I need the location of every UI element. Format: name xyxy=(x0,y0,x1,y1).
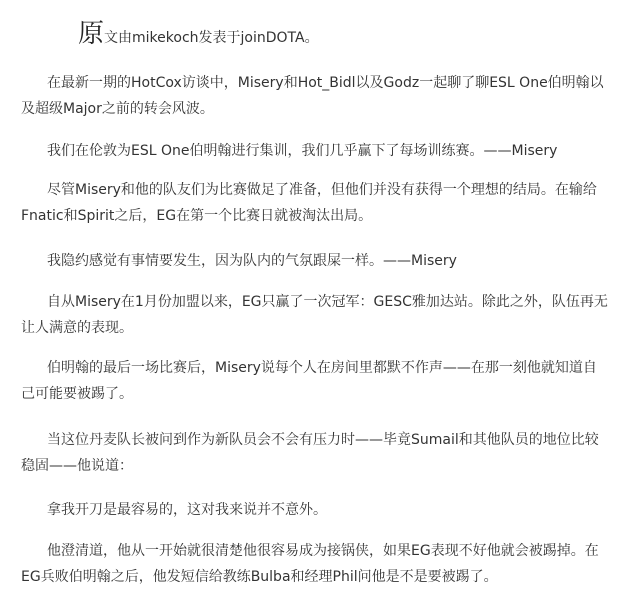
paragraph-line: 稳固——他说道： xyxy=(21,458,133,474)
paragraph-line: 尽管Misery和他的队友们为比赛做足了准备，但他们并没有获得一个理想的结局。在输给 xyxy=(47,182,597,198)
paragraph-line: 伯明翰的最后一场比赛后，Misery说每个人在房间里都默不作声——在那一刻他就知道自 xyxy=(47,360,597,376)
paragraph-line: 我隐约感觉有事情要发生，因为队内的气氛跟屎一样。——Misery xyxy=(47,253,457,269)
intro-text: 文由mikekoch发表于joinDOTA。 xyxy=(104,30,319,46)
paragraph-line: 他澄清道，他从一开始就很清楚他很容易成为接锅侠，如果EG表现不好他就会被踢掉。在 xyxy=(47,543,599,559)
paragraph-6 xyxy=(21,355,615,407)
paragraph-line: 当这位丹麦队长被问到作为新队员会不会有压力时——毕竟Sumail和其他队员的地位比较 xyxy=(47,432,599,448)
paragraph-line: 及超级Major之前的转会风波。 xyxy=(21,101,214,117)
paragraph-line: Fnatic和Spirit之后，EG在第一个比赛日就被淘汰出局。 xyxy=(21,208,373,224)
paragraph-line: 拿我开刀是最容易的，这对我来说并不意外。 xyxy=(47,502,327,518)
paragraph-line: 我们在伦敦为ESL One伯明翰进行集训，我们几乎赢下了每场训练赛。——Misery xyxy=(47,143,558,159)
paragraph-9 xyxy=(21,538,615,590)
paragraph-line: 自从Misery在1月份加盟以来，EG只赢了一次冠军：GESC雅加达站。除此之外，队伍再无 xyxy=(47,294,608,310)
paragraph-line: 让人满意的表现。 xyxy=(21,320,133,336)
paragraph-3 xyxy=(21,177,615,229)
drop-cap: 原 xyxy=(78,19,105,49)
paragraph-5 xyxy=(21,289,615,341)
intro-line xyxy=(78,18,319,54)
paragraph-1 xyxy=(21,70,615,122)
paragraph-7 xyxy=(21,427,615,479)
paragraph-line: 在最新一期的HotCox访谈中，Misery和Hot_Bidl以及Godz一起聊了聊ESL One伯明翰以 xyxy=(47,75,604,91)
paragraph-8 xyxy=(47,497,615,523)
paragraph-line: EG兵败伯明翰之后，他发短信给教练Bulba和经理Phil问他是不是要被踢了。 xyxy=(21,569,498,585)
paragraph-4 xyxy=(47,248,615,274)
paragraph-line: 己可能要被踢了。 xyxy=(21,386,133,402)
paragraph-2 xyxy=(47,138,615,164)
